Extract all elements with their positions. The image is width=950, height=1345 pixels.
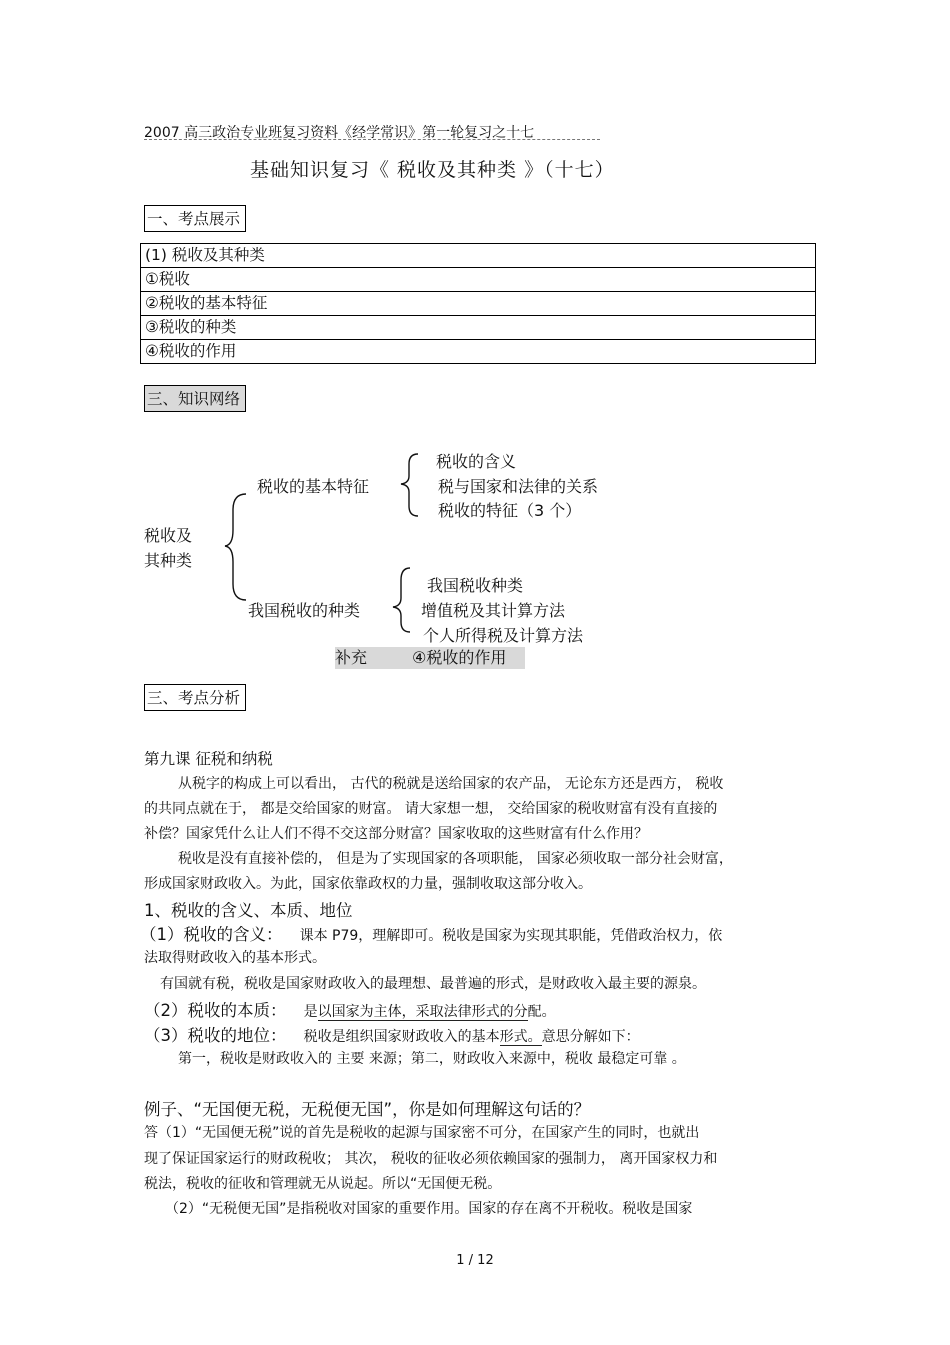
essence-pre: 是 — [303, 1004, 318, 1020]
table-cell: ②税收的基本特征 — [141, 292, 816, 316]
status-post: 意思分解如下： — [541, 1029, 640, 1045]
intro-line: 从税字的构成上可以看出， 古代的税就是送给国家的农产品， 无论东方还是西方， 税收 — [178, 776, 724, 792]
mindmap-branch1-item: 税收的含义 — [436, 452, 517, 471]
table-cell: (1) 税收及其种类 — [141, 244, 816, 268]
mindmap-branch2-item: 我国税收种类 — [427, 576, 524, 595]
essence-line — [144, 997, 556, 1021]
mindmap-supplement — [335, 647, 525, 669]
mindmap-branch2-item: 个人所得税及计算方法 — [423, 626, 584, 645]
section-heading-analysis: 三、考点分析 — [144, 684, 246, 711]
meaning-label: （1）税收的含义： — [140, 925, 283, 944]
essence-underlined: 采取法律形式的分 — [415, 1004, 528, 1020]
essence-post: 配。 — [527, 1004, 556, 1020]
branch1-brace — [401, 454, 418, 516]
table-cell: ①税收 — [141, 268, 816, 292]
lesson-title: 第九课 征税和纳税 — [144, 750, 273, 768]
root-brace — [225, 494, 246, 600]
mindmap-branch1-item: 税与国家和法律的关系 — [438, 477, 599, 496]
section-heading-network: 三、知识网络 — [144, 385, 246, 412]
meaning-text-cont: 法取得财政收入的基本形式。 — [144, 950, 326, 966]
example-question: 例子、“无国便无税，无税便无国”，你是如何理解这句话的？ — [144, 1100, 591, 1119]
mindmap-branch2-item: 增值税及其计算方法 — [421, 601, 566, 620]
example-answer-line: 答（1）“无国便无税”说的首先是税收的起源与国家密不可分，在国家产生的同时，也就出 — [144, 1125, 700, 1141]
page-number: 1 / 12 — [456, 1253, 494, 1268]
mindmap-root-line1: 税收及 — [144, 526, 193, 545]
example-answer-line: （2）“无税便无国”是指税收对国家的重要作用。国家的存在离不开税收。税收是国家 — [165, 1201, 693, 1217]
mindmap-branch1-item: 税收的特征（3 个） — [438, 501, 582, 520]
supplement-label: 补充 — [335, 648, 368, 667]
document-title: 基础知识复习《 税收及其种类 》（十七） — [250, 159, 615, 181]
example-answer-line: 现了保证国家运行的财政税收； 其次， 税收的征收必须依赖国家的强制力， 离开国家权力和 — [144, 1151, 718, 1167]
mindmap-root-line2: 其种类 — [144, 551, 193, 570]
document-header: 2007 高三政治专业班复习资料《经学常识》第一轮复习之十七 — [144, 125, 535, 141]
section-heading-kaodian: 一、考点展示 — [144, 205, 246, 232]
status-underlined: 形式。 — [499, 1029, 542, 1045]
mindmap-branch2-label: 我国税收的种类 — [248, 601, 361, 620]
table-cell: ③税收的种类 — [141, 316, 816, 340]
intro-line: 形成国家财政收入。为此，国家依靠政权的力量，强制收取这部分收入。 — [144, 876, 592, 892]
table-cell: ④税收的作用 — [141, 340, 816, 364]
status-label: （3）税收的地位： — [144, 1026, 287, 1045]
meaning-line — [140, 921, 722, 945]
supplement-item: ④税收的作用 — [412, 648, 507, 667]
example-answer-line: 税法，税收的征收和管理就无从说起。所以“无国便无税。 — [144, 1176, 502, 1192]
intro-line: 补偿？国家凭什么让人们不得不交这部分财富？国家收取的这些财富有什么作用？ — [144, 826, 648, 842]
branch2-brace — [393, 568, 410, 632]
intro-line: 税收是没有直接补偿的， 但是为了实现国家的各项职能， 国家必须收取一部分社会财富， — [178, 851, 733, 867]
essence-label: （2）税收的本质： — [144, 1001, 287, 1020]
status-detail: 第一，税收是财政收入的 主要 来源；第二，财政收入来源中，税收 最稳定可靠 。 — [178, 1051, 686, 1067]
status-line — [144, 1022, 640, 1046]
status-pre: 税收是组织国家财政收入的基本 — [303, 1029, 500, 1045]
meaning-text: 课本 P79，理解即可。税收是国家为实现其职能，凭借政治权力，依 — [299, 928, 723, 944]
mindmap-branch1-label: 税收的基本特征 — [257, 477, 370, 496]
essence-underlined: 以国家为主体， — [317, 1004, 416, 1020]
point1-heading: 1、税收的含义、本质、地位 — [144, 901, 353, 920]
point1-note: 有国就有税，税收是国家财政收入的最理想、最普遍的形式，是财政收入最主要的源泉。 — [160, 976, 706, 992]
intro-line: 的共同点就在于， 都是交给国家的财富。 请大家想一想， 交给国家的税收财富有没有直接的 — [144, 801, 718, 817]
